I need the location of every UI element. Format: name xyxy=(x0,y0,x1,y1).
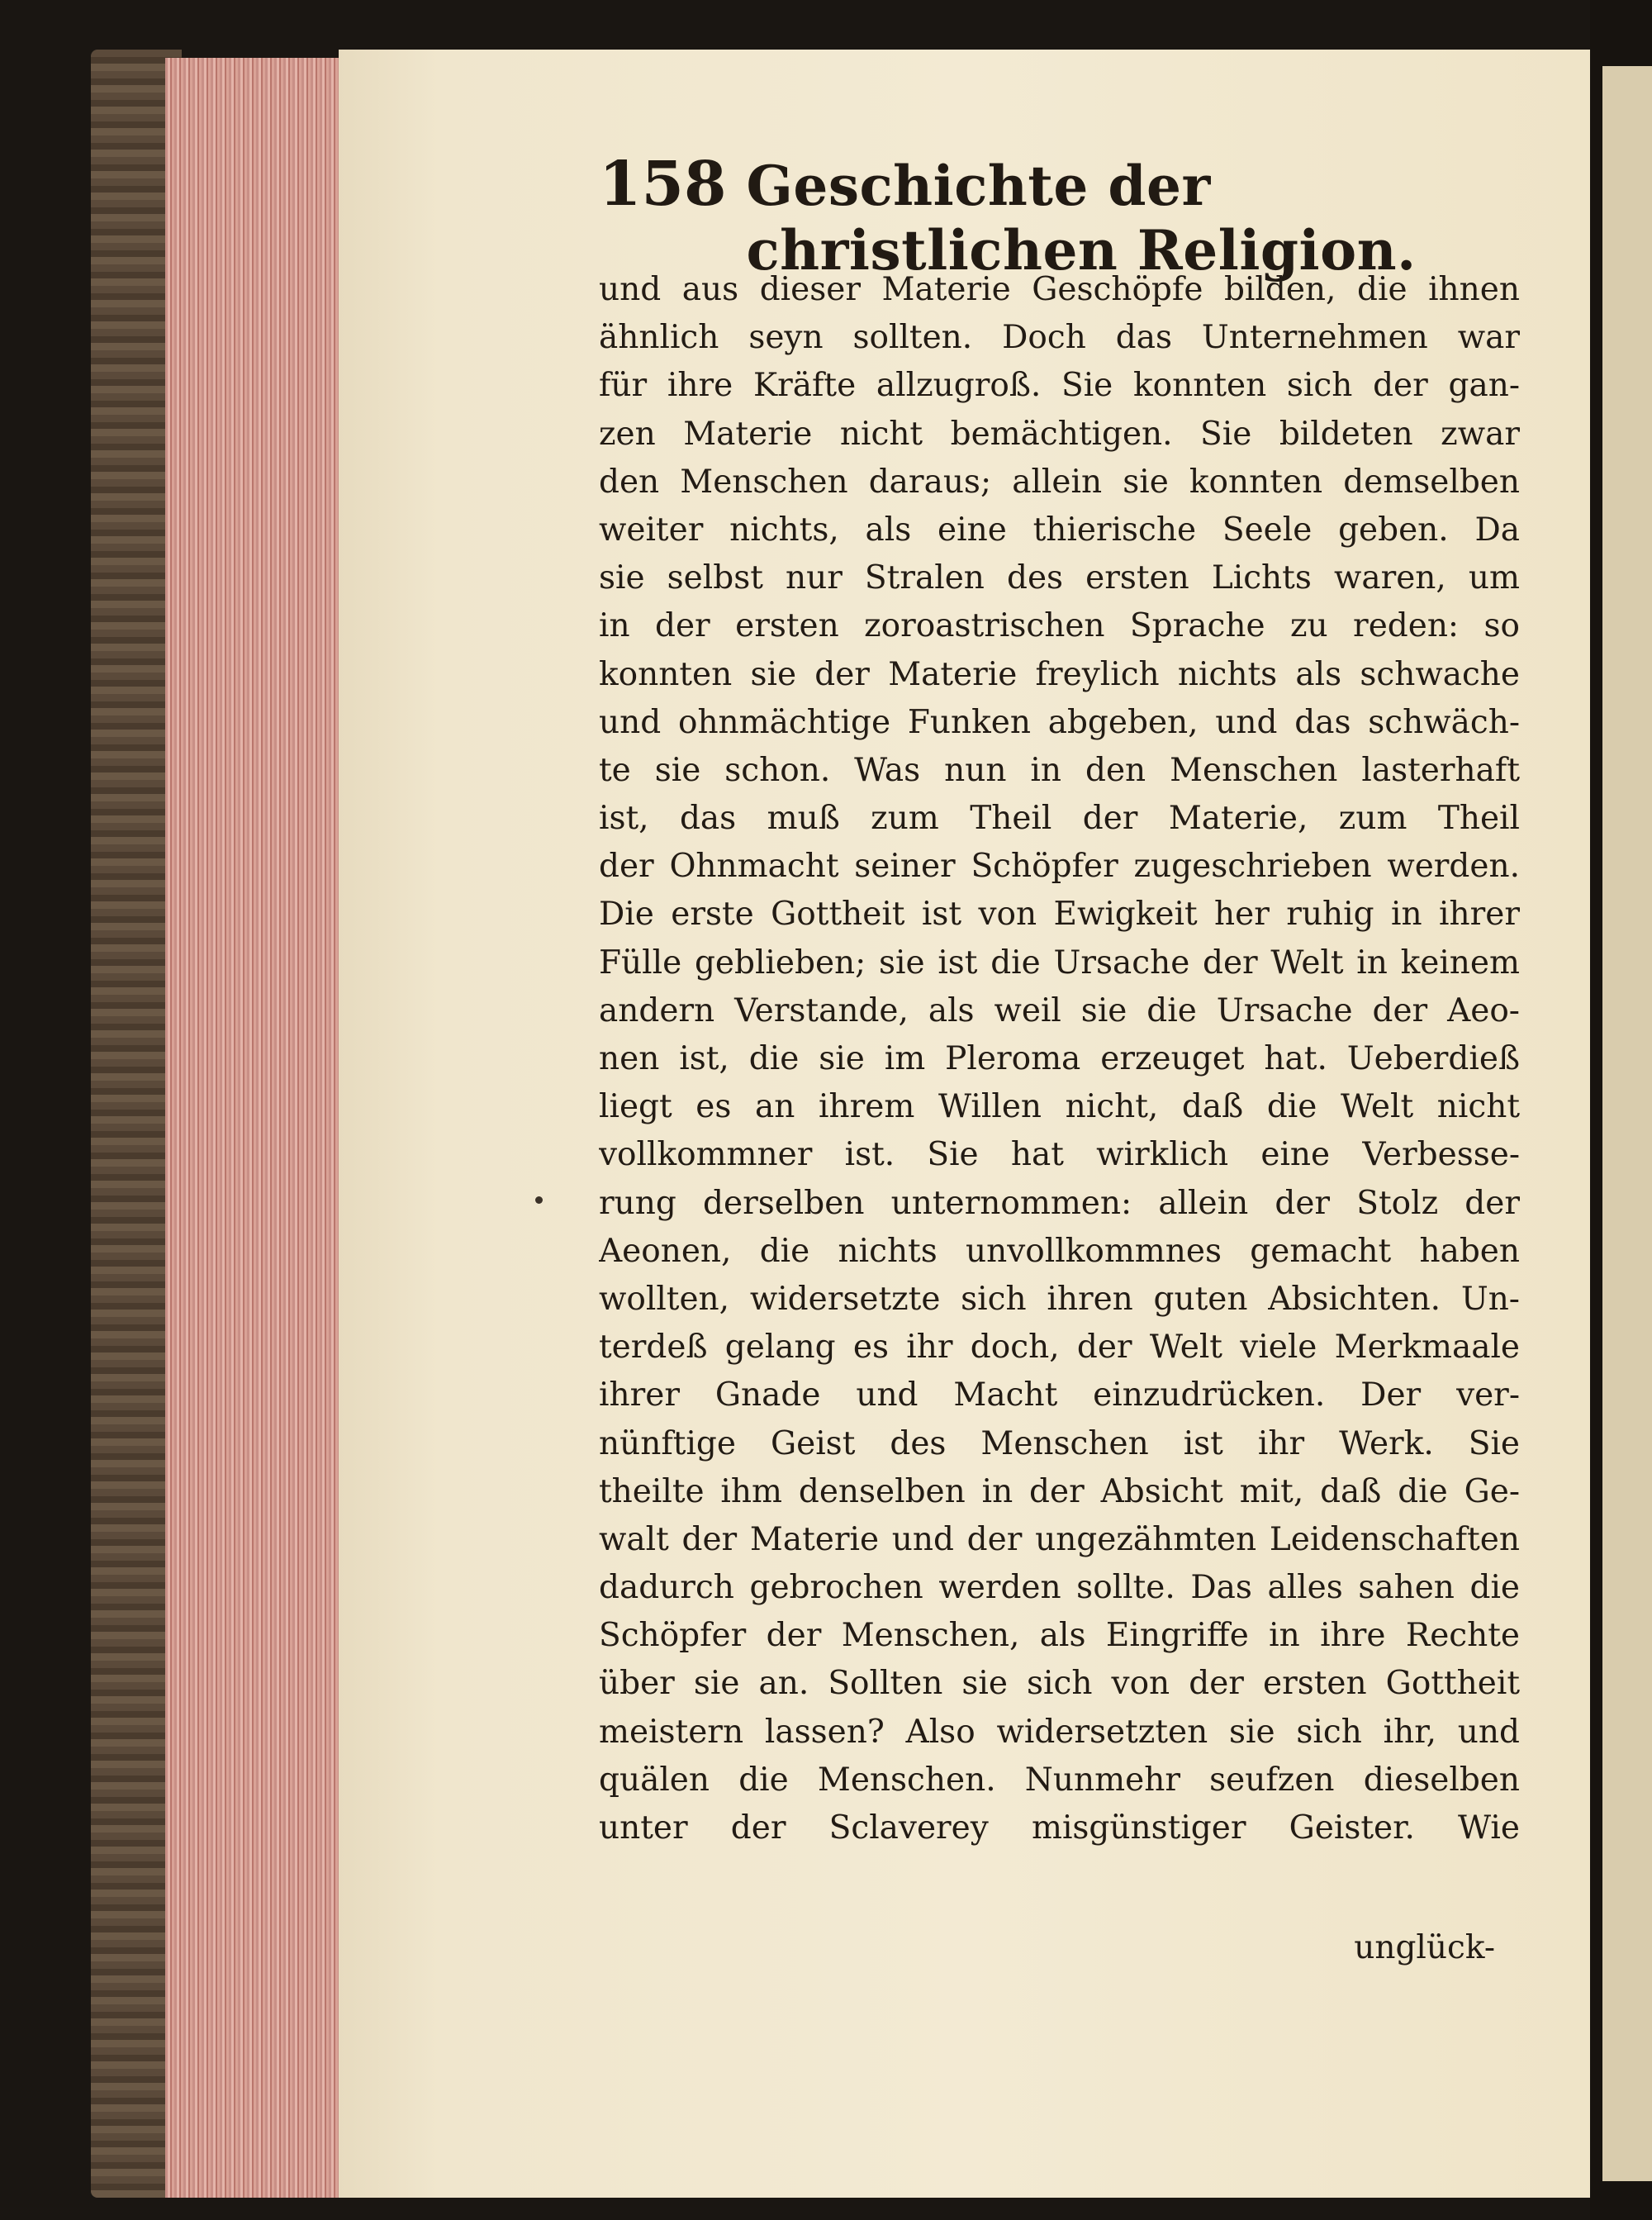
text-line: und aus dieser Materie Geschöpfe bilden, die ihnen xyxy=(599,271,1520,308)
page-number: 158 xyxy=(599,149,727,220)
text-line: quälen die Menschen. Nunmehr seufzen dieselben xyxy=(599,1761,1520,1799)
text-line: in der ersten zoroastrischen Sprache zu reden: so xyxy=(599,607,1520,645)
text-line: nünftige Geist des Menschen ist ihr Werk. Sie xyxy=(599,1424,1520,1462)
text-line: ist, das muß zum Theil der Materie, zum Theil xyxy=(599,800,1520,838)
text-line: unter der Sclaverey misgünstiger Geister. Wie xyxy=(599,1809,1520,1847)
text-line: Fülle geblieben; sie ist die Ursache der Welt in keinem xyxy=(599,944,1520,982)
text-line: für ihre Kräfte allzugroß. Sie konnten sich der gan- xyxy=(599,367,1520,405)
text-line: walt der Materie und der ungezähmten Leidenschaften xyxy=(599,1520,1520,1558)
text-line: dadurch gebrochen werden sollte. Das alles sahen die xyxy=(599,1569,1520,1607)
text-line: Schöpfer der Menschen, als Eingriffe in ihre Rechte xyxy=(599,1617,1520,1655)
text-line: terdeß gelang es ihr doch, der Welt viele Merkmaale xyxy=(599,1329,1520,1367)
text-line: liegt es an ihrem Willen nicht, daß die Welt nicht xyxy=(599,1088,1520,1126)
text-line: über sie an. Sollten sie sich von der ersten Gottheit xyxy=(599,1665,1520,1703)
text-line: Die erste Gottheit ist von Ewigkeit her ruhig in ihrer xyxy=(599,896,1520,934)
text-line: wollten, widersetzte sich ihren guten Absichten. Un- xyxy=(599,1280,1520,1318)
catchword: unglück- xyxy=(1354,1929,1495,1966)
text-line: andern Verstande, als weil sie die Ursache der Aeo- xyxy=(599,991,1520,1029)
text-line: Aeonen, die nichts unvollkommnes gemacht haben xyxy=(599,1232,1520,1270)
text-line: theilte ihm denselben in der Absicht mit, daß die Ge- xyxy=(599,1472,1520,1510)
text-line: nen ist, die sie im Pleroma erzeuget hat. Ueberdieß xyxy=(599,1040,1520,1077)
text-line: te sie schon. Was nun in den Menschen lasterhaft xyxy=(599,751,1520,789)
text-line: rung derselben unternommen: allein der Stolz der xyxy=(599,1184,1520,1222)
text-line: vollkommner ist. Sie hat wirklich eine Verbesse- xyxy=(599,1136,1520,1174)
text-line: den Menschen daraus; allein sie konnten demselben xyxy=(599,463,1520,501)
text-line: ähnlich seyn sollten. Doch das Unternehmen war xyxy=(599,319,1520,357)
body-text xyxy=(599,266,1520,1852)
text-line: konnten sie der Materie freylich nichts als schwache xyxy=(599,655,1520,693)
text-line: ihrer Gnade und Macht einzudrücken. Der ver- xyxy=(599,1376,1520,1414)
text-line: und ohnmächtige Funken abgeben, und das schwäch- xyxy=(599,703,1520,741)
running-title: Geschichte der christlichen Religion. xyxy=(746,154,1417,283)
facing-page-edge xyxy=(1602,66,1652,2181)
page-block-edge xyxy=(165,58,343,2198)
text-line: der Ohnmacht seiner Schöpfer zugeschrieben werden. xyxy=(599,848,1520,886)
page-header xyxy=(599,149,1524,283)
text-line: zen Materie nicht bemächtigen. Sie bildeten zwar xyxy=(599,415,1520,453)
text-line: sie selbst nur Stralen des ersten Lichts waren, um xyxy=(599,559,1520,597)
text-line: weiter nichts, als eine thierische Seele geben. Da xyxy=(599,511,1520,549)
paper-speck xyxy=(535,1196,543,1204)
text-line: meistern lassen? Also widersetzten sie sich ihr, und xyxy=(599,1713,1520,1751)
